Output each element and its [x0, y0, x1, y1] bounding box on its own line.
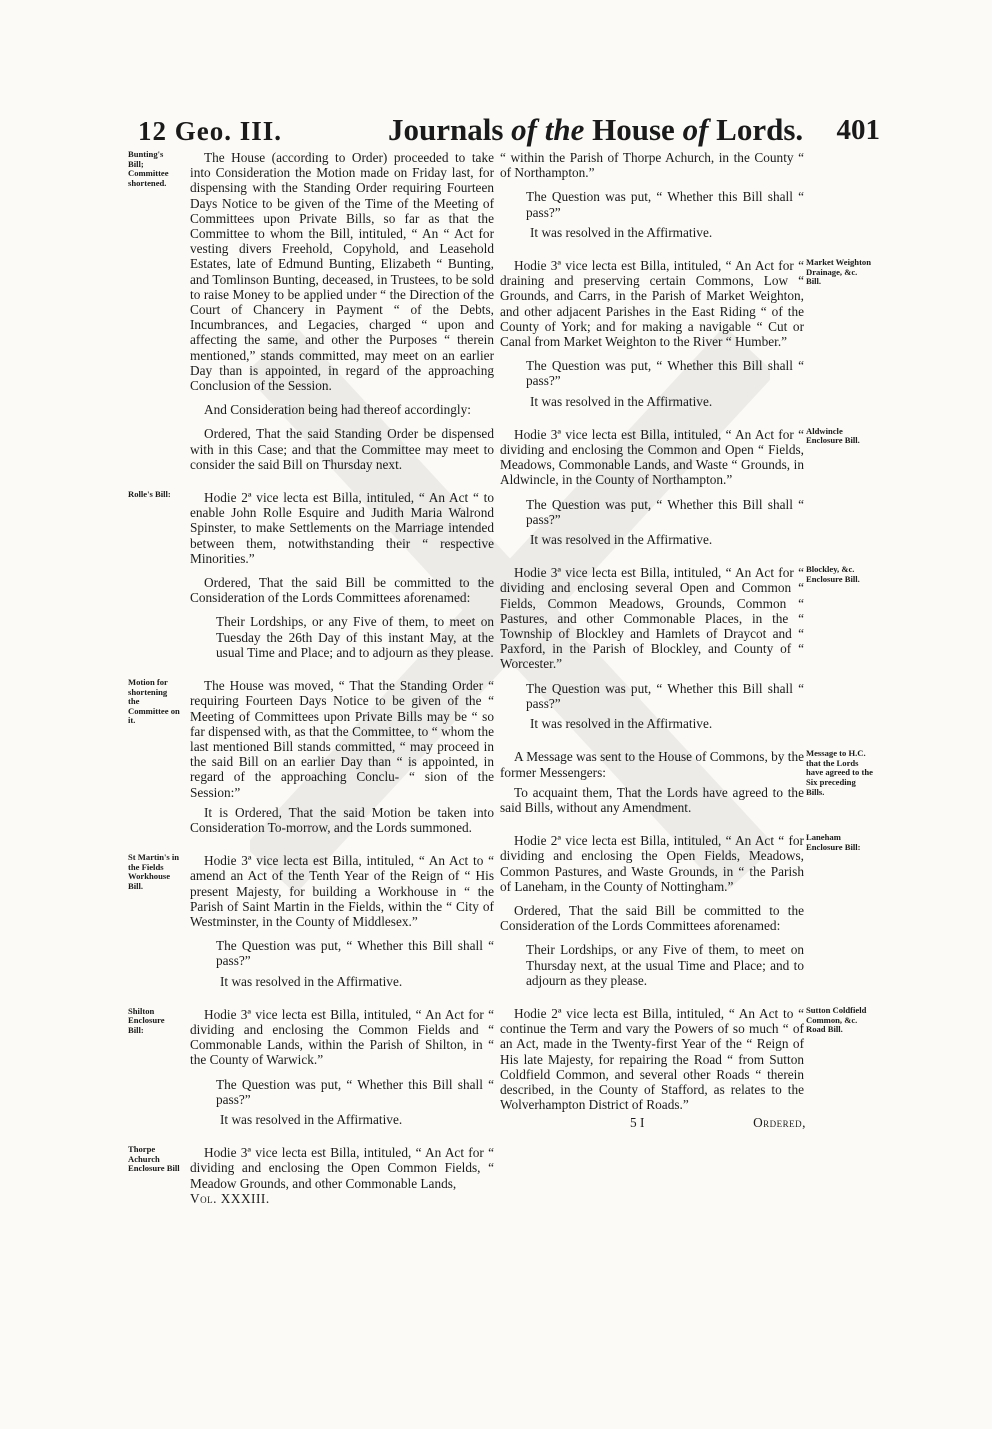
entry-sutton-coldfield-bill	[500, 1004, 867, 1131]
margin-note: St Martin's in the Fields Workhouse Bill.	[128, 852, 180, 891]
page-number: 401	[836, 114, 880, 146]
entry-shilton-bill	[128, 1005, 494, 1127]
margin-note: Laneham Enclosure Bill:	[806, 832, 861, 852]
entry-buntings-bill	[128, 149, 494, 472]
resolved-text: It was resolved in the Affirmative.	[530, 393, 713, 409]
entry-aldwincle-bill	[500, 425, 860, 548]
catchword: Ordered,	[753, 1115, 806, 1131]
entry-market-weighton-bill	[500, 257, 872, 409]
resolved-text: It was resolved in the Affirmative.	[220, 1111, 403, 1127]
entry-motion-shortening	[128, 677, 494, 835]
margin-note: Shilton Enclosure Bill:	[128, 1005, 165, 1035]
question-text: The Question was put, “ Whether this Bill shall “ pass?”	[526, 496, 804, 527]
entry-st-martins-bill	[128, 852, 494, 989]
lordships-text: Their Lordships, or any Five of them, to meet on Tuesday the 26th Day of this instant May, at the usual Time and Place; and to adjourn as they please.	[216, 614, 494, 660]
entry-text: The House (according to Order) proceeded to take into Consideration the Motion made on Friday last, for dispensing with the Standing Order requiring Fourteen Days Notice to be given of the Time of the Meeting of Committees upon Private Bills, so far as that the Committee to whom the Bill, intituled, “ An “ Act for vesting divers Freehold, Copyhold, and Leasehold Estates, late of Edmund Bunting, Elizabeth “ Bunting, and Tomlinson Bunting, deceased, in Trustees, to be sold to raise Money to be applied under “ the Direction of the Court of Chancery in Payment “ of the Debts, Incumbrances, and Legacies, charged “ upon and affecting the same, and other the Purposes “ therein mentioned,” stands committed, may meet on an earlier Day than is appointed, in regard of the approaching Conclusion of the Session.	[190, 150, 494, 394]
volume-footer: Vol. XXXIII.	[190, 1190, 270, 1206]
question-text: The Question was put, “ Whether this Bill shall “ pass?”	[526, 358, 804, 389]
entry-text: Hodie 3ª vice lecta est Billa, intituled, “ An Act for “ dividing and enclosing several Open and Common “ Fields, Common Meadows, Grounds, Common “ Pastures, and other Commonable Places, in the “ Township of Blockley and Hamlets of Draycot and “ Paxford, in the Parish of Blockley, and County of “ Worcester.”	[500, 565, 804, 672]
margin-note: Market Weighton Drainage, &c. Bill.	[806, 257, 872, 287]
entry-text: The House was moved, “ That the Standing Order “ requiring Fourteen Days Notice to be given of the “ Meeting of Committees upon Private Bills may be “ so far dispensed with, as that the Committee, to “ whom the last mentioned Bill stands committed, “ may proceed in the said Bill on an earlier Day than “ is appointed, in regard of the approaching Conclu‑ “ sion of the Session:”	[190, 678, 494, 800]
entry-text: A Message was sent to the House of Commons, by the former Messengers:	[500, 749, 804, 780]
question-text: The Question was put, “ Whether this Bill shall “ pass?”	[526, 680, 804, 711]
journal-title: Journals of the House of Lords.	[388, 112, 804, 147]
resolved-text: It was resolved in the Affirmative.	[530, 224, 713, 240]
margin-note: Sutton Coldfield Common, &c. Road Bill.	[806, 1004, 867, 1035]
entry-text: Hodie 3ª vice lecta est Billa, intituled, “ An Act for “ dividing and enclosing the Open Common Fields, “ Meadow Grounds, and other Commonable Lands,	[190, 1145, 494, 1191]
entry-rolles-bill	[128, 489, 494, 660]
entry-blockley-bill	[500, 564, 860, 732]
margin-note: Motion for shortening the Committee on it.	[128, 677, 180, 726]
question-text: The Question was put, “ Whether this Bill shall “ pass?”	[526, 189, 804, 220]
margin-note: Message to H.C. that the Lords have agreed to the Six preceding Bills.	[806, 748, 873, 797]
margin-note: Rolle's Bill:	[128, 489, 171, 500]
margin-note: Blockley, &c. Enclosure Bill.	[806, 564, 860, 584]
margin-note: Bunting's Bill; Committee shortened.	[128, 149, 169, 188]
margin-note: Thorpe Achurch Enclosure Bill	[128, 1144, 180, 1174]
margin-note: Aldwincle Enclosure Bill.	[806, 425, 860, 446]
resolved-text: It was resolved in the Affirmative.	[530, 532, 713, 548]
left-column	[128, 149, 494, 1206]
entry-text: “ within the Parish of Thorpe Achurch, in the County “ of Northampton.”	[500, 150, 804, 181]
acquaint-text: To acquaint them, That the Lords have agreed to the said Bills, without any Amendment.	[500, 784, 804, 815]
entry-laneham-bill	[500, 832, 861, 988]
entry-message-commons	[500, 748, 873, 815]
signature-mark: 5 I	[630, 1115, 645, 1131]
ordered-text: Ordered, That the said Bill be committed to the Consideration of the Lords Committees aforenamed:	[500, 902, 804, 934]
entry-text: Hodie 2ª vice lecta est Billa, intituled, “ An Act to “ continue the Term and vary the Powers of so much “ of an Act, made in the Twenty-first Year of the “ Reign of His late Majesty, for repairing the Road “ from Sutton Coldfield Common, and several other Roads “ therein described, in the County of Stafford, as relates to the Wolverhampton District of Roads.”	[500, 1005, 804, 1113]
ordered-text: Ordered, That the said Bill be committed to the Consideration of the Lords Committees aforenamed:	[190, 575, 494, 606]
running-head	[138, 112, 880, 152]
regnal-year: 12 Geo. III.	[138, 116, 283, 146]
entry-text: Hodie 2ª vice lecta est Billa, intituled, “ An Act “ to enable John Rolle Esquire and Judith Maria Walrond Spinster, to make Settlements on the Marriage intended between them, notwithstanding their “ respective Minorities.”	[190, 490, 494, 566]
consideration-text: And Consideration being had thereof accordingly:	[204, 402, 471, 418]
entry-text: Hodie 3ª vice lecta est Billa, intituled, “ An Act for “ draining and preserving certain Commons, Low “ Grounds, and Carrs, in the Parish of Market Weighton, and other adjacent Parishes in the East Riding “ of the County of York; and for making a navigable “ Cut or Canal from Market Weighton to the River “ Humber.”	[500, 258, 804, 350]
lordships-text: Their Lordships, or any Five of them, to meet on Thursday next, at the usual Time and Place; and to adjourn as they please.	[526, 942, 804, 988]
ordered-text: Ordered, That the said Standing Order be dispensed with in this Case; and that the Committee may meet to consider the said Bill on Thursday next.	[190, 426, 494, 472]
question-text: The Question was put, “ Whether this Bill shall “ pass?”	[216, 1076, 494, 1107]
resolved-text: It was resolved in the Affirmative.	[530, 716, 713, 732]
entry-text: Hodie 3ª vice lecta est Billa, intituled, “ An Act for “ dividing and enclosing the Common Fields and “ Commonable Lands, within the Parish of Shilton, in “ the County of Warwick.”	[190, 1006, 494, 1068]
ordered-text: It is Ordered, That the said Motion be taken into Consideration To-morrow, and the Lords summoned.	[190, 804, 494, 835]
entry-thorpe-continued	[500, 150, 804, 240]
entry-text: Hodie 3ª vice lecta est Billa, intituled, “ An Act to “ amend an Act of the Tenth Year of the Reign of “ His present Majesty, for building a Workhouse in “ the Parish of Saint Martin in the Fields, within the “ City of Westminster, in the County of Middlesex.”	[190, 853, 494, 929]
question-text: The Question was put, “ Whether this Bill shall “ pass?”	[216, 938, 494, 969]
entry-text: Hodie 2ª vice lecta est Billa, intituled, “ An Act “ for dividing and enclosing the Open Fields, Meadows, Common Pastures, and Waste Grounds, in “ the Parish of Laneham, in the County of Nottingham.”	[500, 833, 804, 894]
entry-thorpe-achurch-bill	[128, 1144, 494, 1206]
entry-text: Hodie 3ª vice lecta est Billa, intituled, “ An Act for “ dividing and enclosing the Common and Open “ Fields, Meadows, Commonable Lands, and Waste “ Grounds, in Aldwincle, in the County of Northampton.”	[500, 426, 804, 488]
resolved-text: It was resolved in the Affirmative.	[220, 973, 403, 989]
right-column	[500, 150, 873, 1131]
